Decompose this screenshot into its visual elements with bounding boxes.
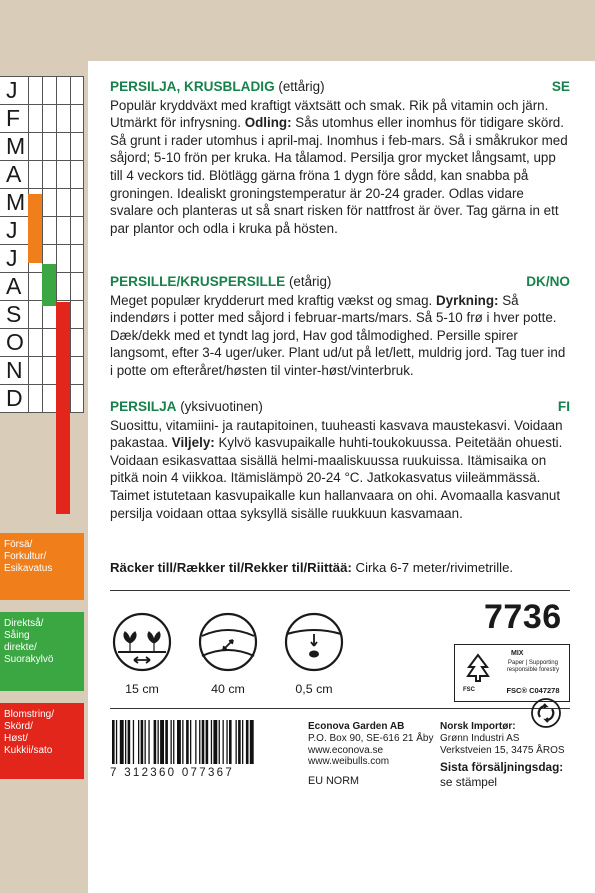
company-website-2: www.weibulls.com (308, 756, 390, 768)
barcode-bar (238, 720, 241, 764)
dk-title: PERSILLE/KRUSPERSILLE (110, 274, 286, 289)
dk-text-1: Meget populær krydderurt med kraftig vækst og smag. (110, 292, 436, 308)
se-text-2: Sås utomhus eller inomhus för tidigare skörd. Så grunt i rader utomhus i april-maj. Inomhus i feb-mars. Så i småkrukor med såjord; 5-10 frön per kruka. Ha tålamod. Persilja gror mycket långsamt, upp till 4 veckors tid. Blötlägg gärna fröna 1 dygn före sådd, kan snabba på groningen. Idealiskt groningstemperatur är 20-24 grader. Odlas vidare svalare och planteras ut så snart risken för nattfrost är över. Tag gärna in ett par plantor och odla i kruka på hösten. (110, 115, 568, 236)
row-spacing-label: 40 cm (211, 682, 245, 696)
calendar-cell (28, 329, 42, 356)
calendar-month-row (0, 189, 84, 217)
sowing-depth-label: 0,5 cm (295, 682, 333, 696)
section-se (110, 78, 570, 237)
dk-language-code: DK/NO (526, 274, 570, 289)
importer-street: Verkstveien 15, 3475 ÅROS (440, 744, 565, 756)
calendar-cell (70, 133, 84, 160)
sowing-icons (110, 610, 350, 700)
se-language-code: SE (551, 79, 570, 94)
barcode-bar (116, 720, 117, 764)
sell-by-value: se stämpel (440, 775, 498, 789)
fsc-mix: MIX (511, 650, 524, 657)
calendar-cell (42, 77, 56, 104)
barcode-bar (160, 720, 164, 764)
fsc-word: FSC (463, 687, 475, 693)
calendar-cell (70, 273, 84, 300)
sell-by (440, 760, 563, 790)
skord-period-bar (56, 302, 70, 514)
barcode-bar (165, 720, 168, 764)
calendar-cell (28, 357, 42, 384)
se-text-1: Populär kryddväxt med kraftigt växtsätt och smak. Rik på vitamin och järn. Utmärkt för infrysning. (110, 97, 549, 131)
company-name: Econova Garden AB (308, 721, 405, 732)
legend-forkultur (0, 533, 84, 600)
calendar-month-letter: D (6, 385, 23, 411)
plant-spacing-icon (110, 610, 174, 674)
section-fi (110, 398, 570, 522)
calendar-cell (28, 161, 42, 188)
barcode-bar (211, 720, 212, 764)
yield-value: Cirka 6-7 meter/rivimetrille. (351, 560, 514, 575)
direktsadd-period-bar (42, 264, 56, 306)
calendar-month-row (0, 133, 84, 161)
barcode-bar (158, 720, 159, 764)
calendar-cell (70, 189, 84, 216)
calendar-cell (42, 161, 56, 188)
barcode-bar (219, 720, 220, 764)
barcode-bar (250, 720, 254, 764)
recycle-icon (530, 697, 562, 729)
company-address (308, 721, 433, 768)
legend-skord (0, 703, 84, 779)
calendar-month-letter: J (6, 77, 18, 103)
barcode-digits: 7 312360 077367 (110, 767, 235, 779)
barcode-bar (226, 720, 227, 764)
legend-skord-text: Blomstring/ Skörd/ Høst/ Kukkii/sato (4, 709, 55, 756)
calendar-cell (28, 133, 42, 160)
yield-label: Räcker till/Rækker til/Rekker til/Riittää: (110, 560, 352, 575)
calendar-month-row (0, 77, 84, 105)
barcode-bar (128, 720, 131, 764)
dk-title-paren: (etårig) (288, 274, 332, 289)
calendar-month-letter: O (6, 329, 24, 355)
eu-norm: EU NORM (308, 775, 359, 787)
barcode-bar (242, 720, 243, 764)
calendar-month-letter: M (6, 189, 26, 215)
barcode-bar (206, 720, 209, 764)
legend-direktsadd-text: Direktså/ Såing direkte/ Suorakylvö (4, 618, 54, 665)
calendar-month-row (0, 161, 84, 189)
barcode-bar (138, 720, 139, 764)
barcode-bar (141, 720, 144, 764)
fi-language-code: FI (557, 399, 570, 414)
calendar-cell (42, 357, 56, 384)
calendar-cell (70, 161, 84, 188)
dk-dyrkning-label: Dyrkning: (435, 292, 499, 308)
calendar-cell (70, 329, 84, 356)
se-title: PERSILJA, KRUSBLADIG (110, 79, 275, 94)
calendar-cell (42, 105, 56, 132)
fsc-label (454, 644, 570, 702)
calendar-month-letter: J (6, 245, 18, 271)
calendar-month-row (0, 105, 84, 133)
barcode-bar (171, 720, 172, 764)
calendar-cell (56, 189, 70, 216)
barcode-bar (213, 720, 217, 764)
month-calendar (0, 76, 84, 413)
calendar-cell (28, 385, 42, 412)
barcode-bar (199, 720, 200, 764)
calendar-cell (70, 217, 84, 244)
calendar-cell (28, 77, 42, 104)
calendar-cell (56, 105, 70, 132)
barcode (110, 720, 295, 780)
fi-text-1: Suosittu, vitamiini- ja rautapitoinen, tuuheasti kasvava maustekasvi. Voidaan pakastaa. (110, 417, 563, 451)
se-body (110, 97, 570, 238)
calendar-month-row (0, 357, 84, 385)
se-odling-label: Odling: (244, 115, 292, 131)
barcode-bar (195, 720, 196, 764)
calendar-cell (70, 385, 84, 412)
calendar-month-row (0, 217, 84, 245)
barcode-bar (229, 720, 232, 764)
dk-body (110, 292, 570, 380)
calendar-cell (56, 77, 70, 104)
section-dk-no (110, 273, 570, 380)
fi-title-paren: (yksivuotinen) (180, 399, 263, 414)
calendar-month-letter: F (6, 105, 21, 131)
barcode-bar (154, 720, 157, 764)
legend-forkultur-text: Försä/ Forkultur/ Esikavatus (4, 539, 53, 574)
se-title-paren: (ettårig) (278, 79, 325, 94)
fi-title: PERSILJA (110, 399, 177, 414)
calendar-cell (70, 301, 84, 328)
calendar-cell (70, 77, 84, 104)
calendar-month-letter: S (6, 301, 22, 327)
barcode-bar (133, 720, 134, 764)
article-number: 7736 (484, 598, 562, 636)
calendar-cell (42, 189, 56, 216)
barcode-bar (120, 720, 124, 764)
calendar-month-letter: M (6, 133, 26, 159)
divider-top (110, 590, 570, 591)
fsc-text: Paper | Supporting responsible forestry (506, 660, 560, 673)
calendar-cell (70, 357, 84, 384)
calendar-cell (42, 329, 56, 356)
calendar-month-row (0, 329, 84, 357)
legend-direktsadd (0, 612, 84, 691)
importer-name: Grønn Industri AS (440, 732, 520, 744)
barcode-bar (173, 720, 174, 764)
barcode-bar (182, 720, 183, 764)
fsc-code: FSC® C047278 (506, 686, 560, 695)
calendar-cell (28, 105, 42, 132)
fsc-tree-icon (461, 651, 495, 685)
yield-line (110, 560, 513, 575)
plant-spacing-label: 15 cm (125, 682, 159, 696)
calendar-cell (70, 245, 84, 272)
calendar-month-letter: A (6, 161, 22, 187)
company-po-box: P.O. Box 90, SE-616 21 Åby (308, 732, 434, 744)
sell-by-label: Sista försäljningsdag: (440, 760, 564, 774)
fi-viljely-label: Viljely: (171, 435, 215, 451)
fi-body (110, 417, 570, 523)
sowing-depth-icon (282, 610, 346, 674)
barcode-bar (186, 720, 189, 764)
row-spacing-icon (196, 610, 260, 674)
barcode-bar (112, 720, 115, 764)
barcode-bar (190, 720, 191, 764)
barcode-bar (246, 720, 249, 764)
barcode-bar (125, 720, 126, 764)
calendar-month-row (0, 385, 84, 413)
barcode-bar (177, 720, 181, 764)
calendar-month-letter: J (6, 217, 18, 243)
calendar-cell (56, 245, 70, 272)
barcode-bar (223, 720, 224, 764)
barcode-bars (110, 720, 295, 764)
fi-text-2: Kylvö kasvupaikalle huhti-toukokuussa. Peitetään ohuesti. Voidaan esikasvattaa sisällä helmi-maaliskuussa ruukuissa. Itämisaika on pitkä noin 4 viikkoa. Itämislämpö 20-24 °C. Jatkokasvatus viileämmässä. Taimet istutetaan kasvupaikalle kun hallanvaara on ohi. Avomaalla kasvanut persilja voidaan ottaa syksyllä sisälle ruukkuun kasvamaan. (110, 435, 563, 521)
calendar-month-letter: N (6, 357, 23, 383)
calendar-cell (42, 133, 56, 160)
calendar-cell (56, 273, 70, 300)
divider-bottom (110, 708, 570, 709)
calendar-cell (70, 105, 84, 132)
calendar-cell (42, 385, 56, 412)
dk-text-2: Så indendørs i potter med såjord i februar-marts/mars. Så 5-10 frø i hver potte. Dæk/dekk med et tyndt lag jord, Hav god tålmodighed. Persille spirer langsomt, efter 3-4 uger/uker. Plant ud/ut på let/lett, muldrig jord. Tag tuer ind i potte om efteråret/høsten til vinter-høst/vinterbruk. (110, 292, 566, 378)
forkultur-period-bar (28, 194, 42, 263)
calendar-month-letter: A (6, 273, 22, 299)
barcode-bar (145, 720, 146, 764)
importer-label: Norsk Importør: (440, 721, 516, 732)
calendar-cell (56, 217, 70, 244)
calendar-cell (56, 133, 70, 160)
barcode-bar (148, 720, 149, 764)
barcode-bar (236, 720, 237, 764)
company-website-1: www.econova.se (308, 744, 384, 756)
calendar-cell (28, 301, 42, 328)
calendar-cell (28, 273, 42, 300)
calendar-cell (42, 217, 56, 244)
barcode-bar (202, 720, 205, 764)
calendar-cell (56, 161, 70, 188)
